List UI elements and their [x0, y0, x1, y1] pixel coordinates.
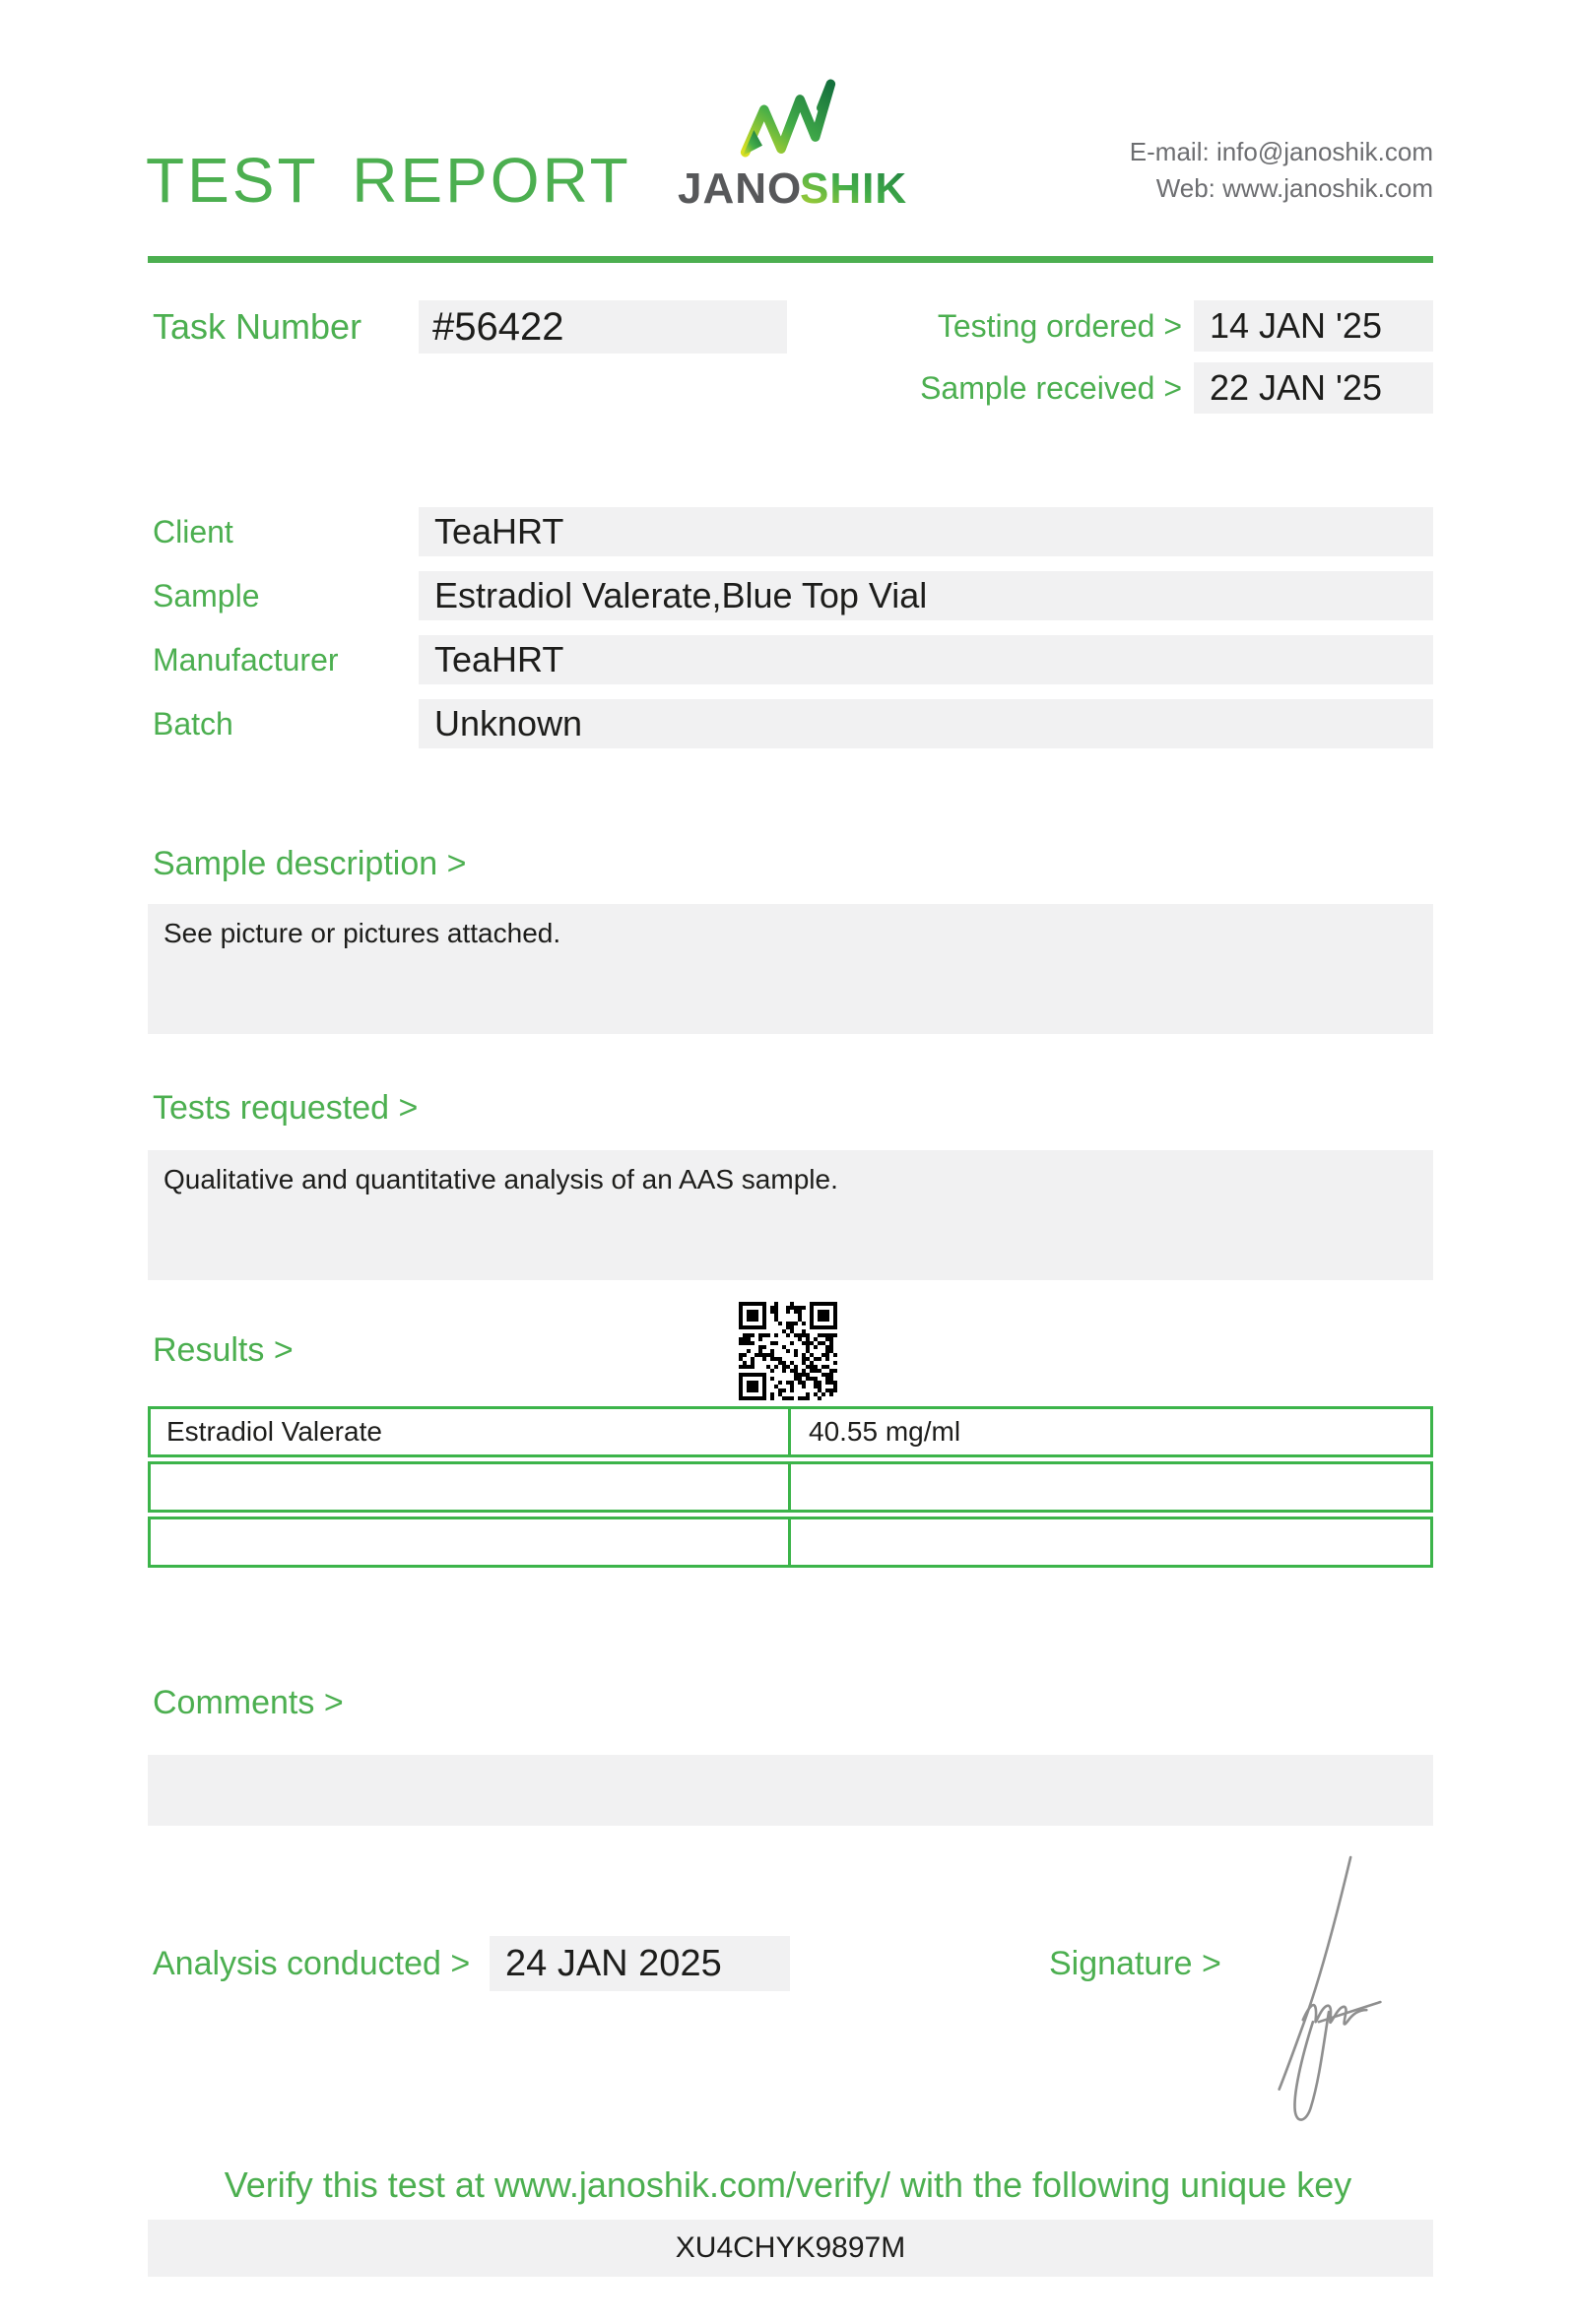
janoshik-chart-logo-icon	[737, 75, 839, 161]
signature-label: Signature >	[1049, 1945, 1221, 1982]
sample-received-label: Sample received >	[920, 370, 1182, 406]
task-number-label: Task Number	[153, 306, 362, 347]
qr-code	[739, 1302, 837, 1400]
batch-label: Batch	[153, 706, 233, 742]
header-divider-rule	[148, 256, 1433, 263]
task-number-value: #56422	[419, 300, 787, 354]
sample-label: Sample	[153, 578, 260, 613]
signature-image	[1263, 1851, 1393, 2139]
client-value: TeaHRT	[419, 507, 1433, 556]
verify-key: XU4CHYK9897M	[148, 2220, 1433, 2277]
verify-instruction: Verify this test at www.janoshik.com/verify/ with the following unique key	[224, 2164, 1352, 2205]
testing-ordered-label: Testing ordered >	[937, 308, 1182, 344]
manufacturer-value: TeaHRT	[419, 635, 1433, 684]
email-label: E-mail:	[1129, 137, 1210, 166]
batch-value: Unknown	[419, 699, 1433, 748]
comments-box	[148, 1755, 1433, 1826]
contact-block	[1130, 134, 1433, 207]
results-table-row	[148, 1517, 1433, 1568]
tests-requested-text: Qualitative and quantitative analysis of an AAS sample.	[164, 1164, 838, 1194]
result-substance-name	[151, 1519, 791, 1565]
manufacturer-label: Manufacturer	[153, 642, 339, 678]
sample-value: Estradiol Valerate,Blue Top Vial	[419, 571, 1433, 620]
results-table-row	[148, 1461, 1433, 1513]
contact-web-line	[1130, 170, 1433, 207]
web-label: Web:	[1155, 173, 1215, 203]
page-title: TEST REPORT	[146, 145, 631, 216]
sample-description-text: See picture or pictures attached.	[164, 918, 561, 948]
result-substance-value: 40.55 mg/ml	[809, 1416, 961, 1447]
analysis-date-value: 24 JAN 2025	[490, 1936, 790, 1991]
sample-description-box	[148, 904, 1433, 1034]
comments-heading: Comments >	[153, 1684, 344, 1721]
result-substance-value	[791, 1519, 1430, 1565]
sample-received-value: 22 JAN '25	[1194, 362, 1433, 414]
web-value: www.janoshik.com	[1222, 173, 1433, 203]
contact-email-line	[1130, 134, 1433, 170]
result-substance-name	[151, 1464, 791, 1510]
result-substance-value	[791, 1464, 1430, 1510]
sample-description-heading: Sample description >	[153, 845, 467, 882]
logo-word-gray: JANO	[678, 164, 803, 213]
email-value: info@janoshik.com	[1215, 137, 1433, 166]
logo-word-green: SHIK	[800, 164, 908, 213]
tests-requested-box	[148, 1150, 1433, 1280]
tests-requested-heading: Tests requested >	[153, 1089, 419, 1127]
results-table-row	[148, 1406, 1433, 1457]
results-heading: Results >	[153, 1331, 294, 1369]
result-substance-name: Estradiol Valerate	[151, 1409, 791, 1454]
client-label: Client	[153, 514, 233, 549]
testing-ordered-value: 14 JAN '25	[1194, 300, 1433, 352]
janoshik-wordmark	[678, 163, 910, 213]
analysis-conducted-label: Analysis conducted >	[153, 1945, 471, 1982]
